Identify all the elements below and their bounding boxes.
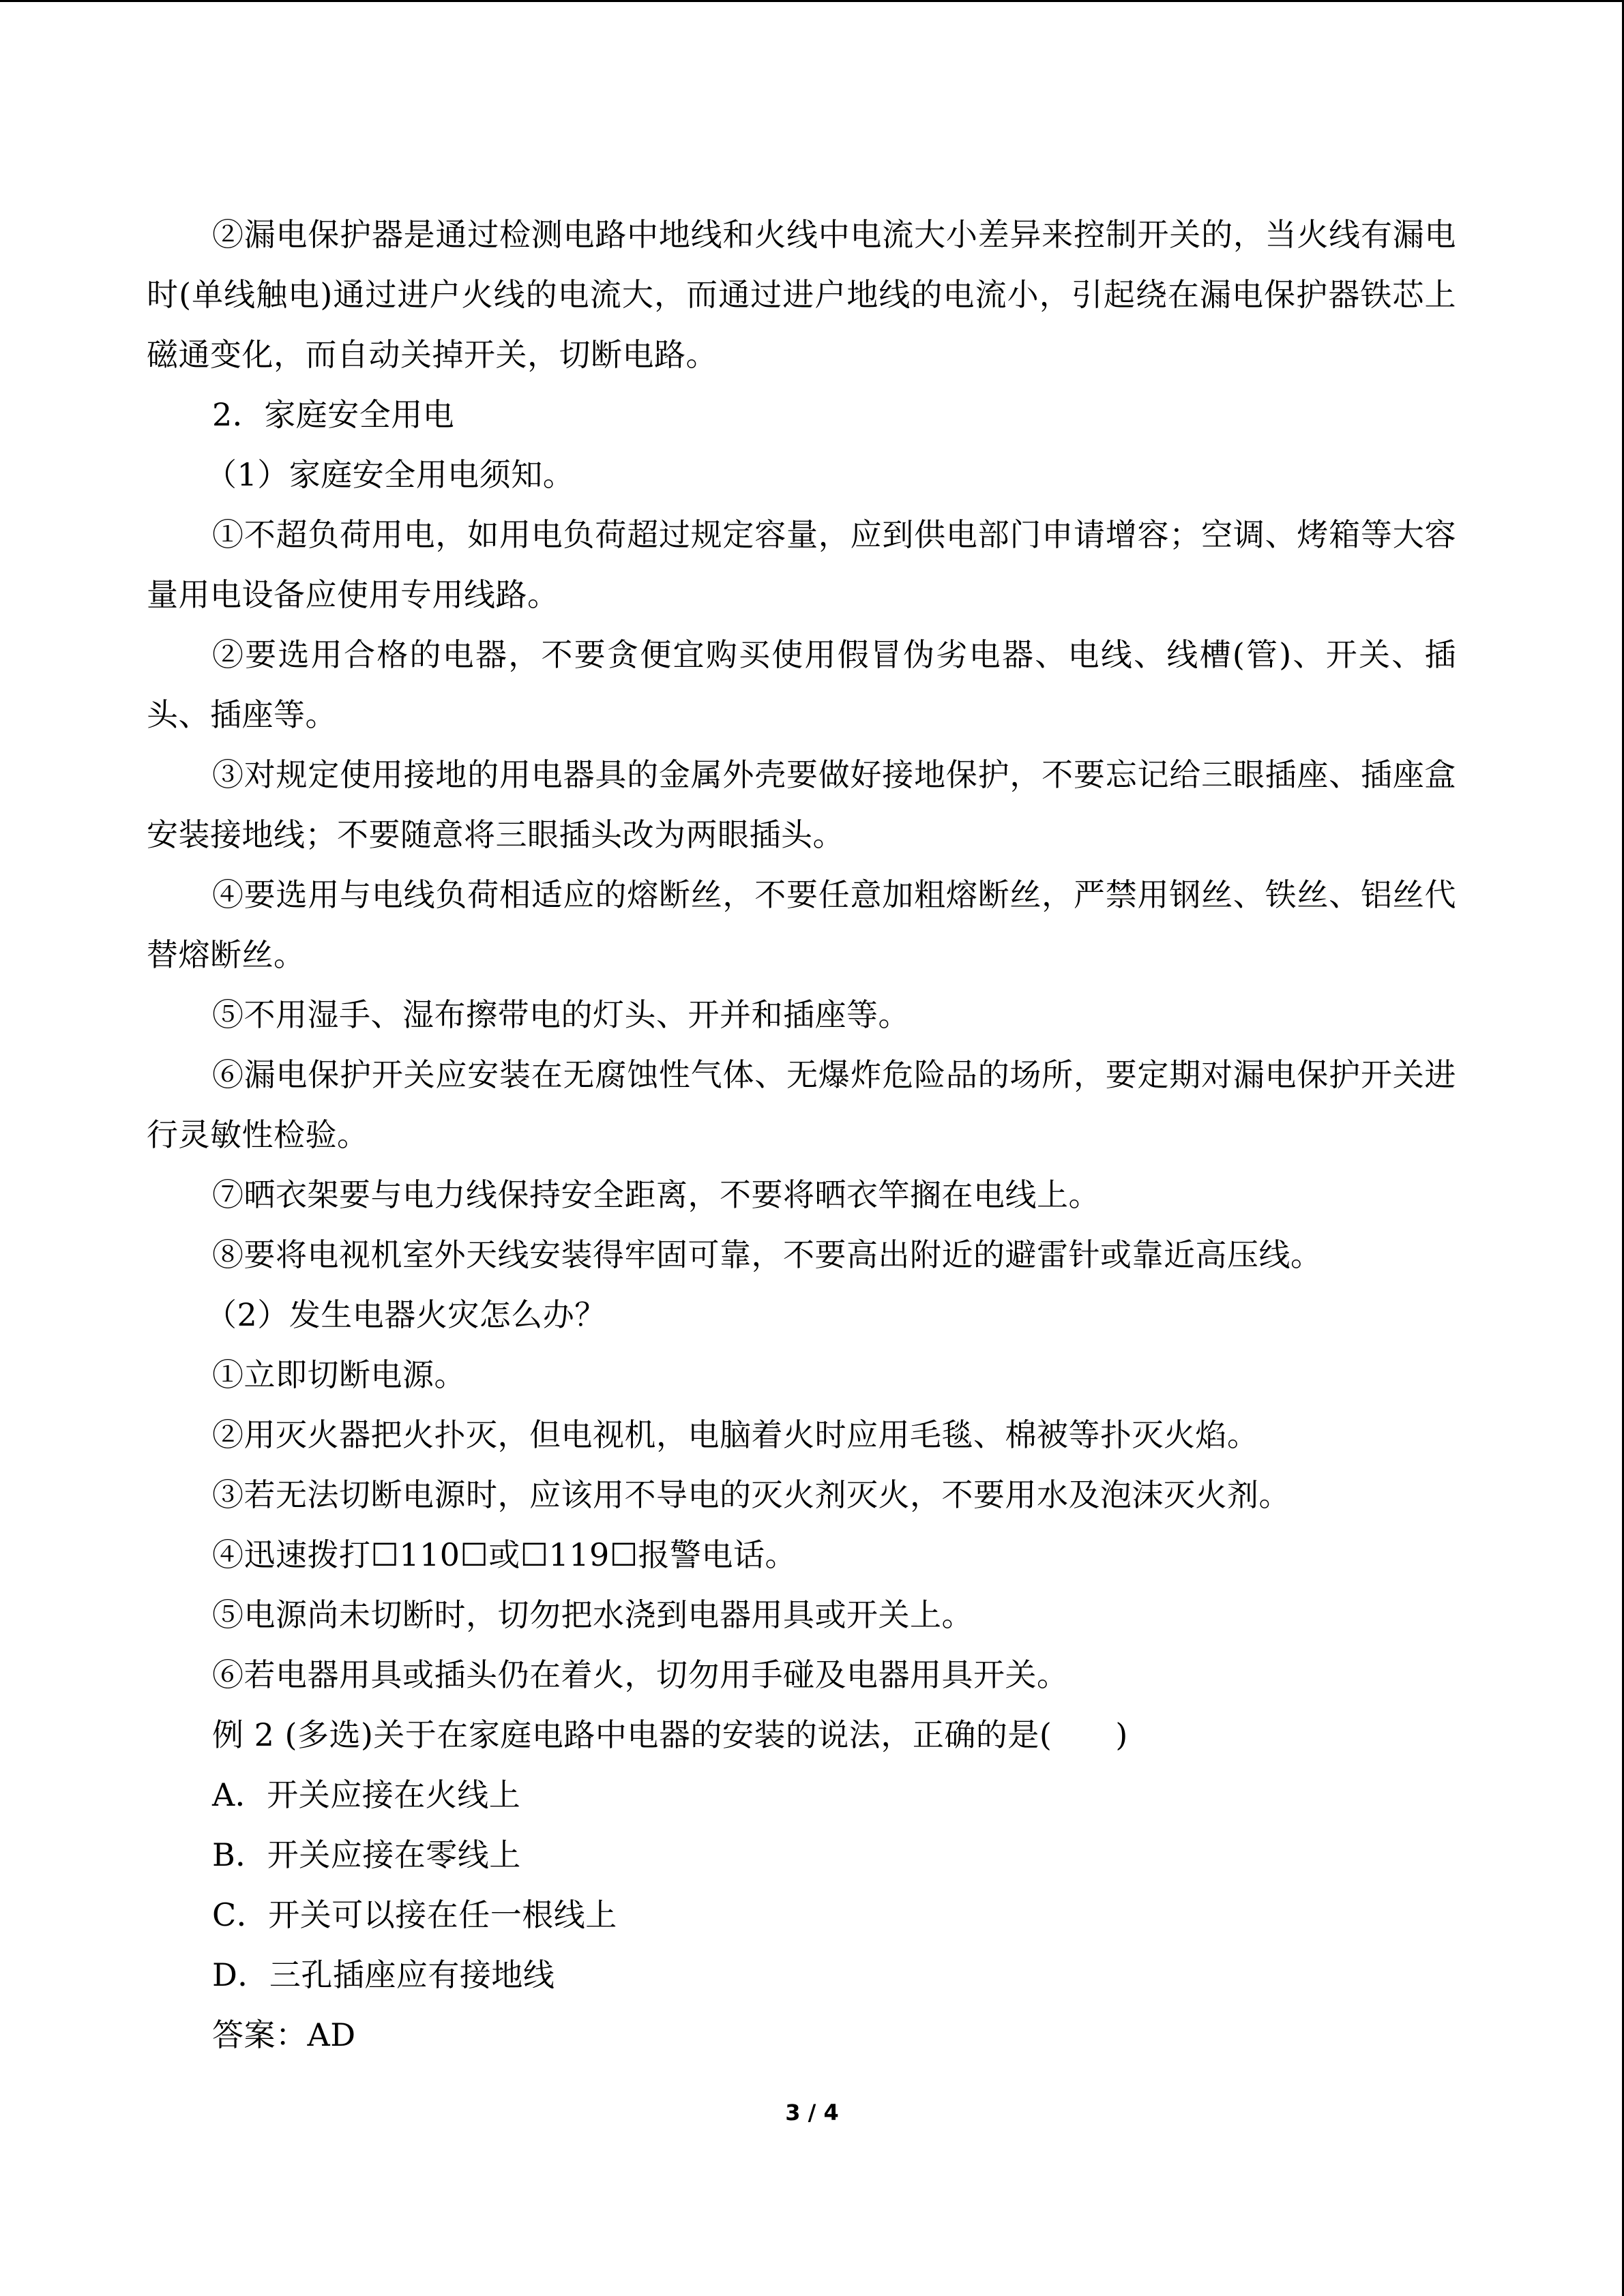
list-item-fire-5: ⑤电源尚未切断时，切勿把水浇到电器用具或开关上。 (212, 1596, 973, 1633)
example-question: 例 2 (多选)关于在家庭电路中电器的安装的说法，正确的是( ) (212, 1716, 1128, 1753)
list-item-notice-8: ⑧要将电视机室外天线安装得牢固可靠，不要高出附近的避雷针或靠近高压线。 (212, 1236, 1323, 1273)
answer: 答案：AD (212, 2016, 356, 2053)
list-item-notice-4: ④要选用与电线负荷相适应的熔断丝，不要任意加粗熔断丝，严禁用钢丝、铁丝、铝丝代替熔断丝。 (147, 876, 1456, 973)
section-heading-home-safety: 2．家庭安全用电 (212, 396, 455, 433)
list-item-fire-6: ⑥若电器用具或插头仍在着火，切勿用手碰及电器用具开关。 (212, 1656, 1069, 1693)
subheading-safety-notice: （1）家庭安全用电须知。 (205, 456, 575, 493)
list-item-fire-4: ④迅速拨打☐110☐或☐119☐报警电话。 (212, 1536, 797, 1573)
subheading-electrical-fire: （2）发生电器火灾怎么办？ (205, 1296, 606, 1333)
page-border-top (0, 0, 1624, 2)
list-item-notice-3: ③对规定使用接地的用电器具的金属外壳要做好接地保护，不要忘记给三眼插座、插座盒安装接地线；不要随意将三眼插头改为两眼插头。 (147, 756, 1456, 853)
list-item-notice-1: ①不超负荷用电，如用电负荷超过规定容量，应到供电部门申请增容；空调、烤箱等大容量用电设备应使用专用线路。 (147, 516, 1456, 613)
paragraph-leakage-protector: ②漏电保护器是通过检测电路中地线和火线中电流大小差异来控制开关的，当火线有漏电时(单线触电)通过进户火线的电流大，而通过进户地线的电流小，引起绕在漏电保护器铁芯上磁通变化，而自动关掉开关，切断电路。 (147, 216, 1456, 373)
list-item-fire-1: ①立即切断电源。 (212, 1356, 466, 1393)
page-number: 3 / 4 (785, 2100, 839, 2126)
option-a: A．开关应接在火线上 (212, 1776, 521, 1813)
document-body (147, 205, 1456, 2065)
list-item-fire-3: ③若无法切断电源时，应该用不导电的灭火剂灭火，不要用水及泡沫灭火剂。 (212, 1476, 1290, 1513)
option-c: C．开关可以接在任一根线上 (212, 1896, 617, 1933)
list-item-notice-5: ⑤不用湿手、湿布擦带电的灯头、开并和插座等。 (212, 996, 910, 1033)
option-d: D．三孔插座应有接地线 (212, 1956, 555, 1993)
list-item-notice-7: ⑦晒衣架要与电力线保持安全距离，不要将晒衣竿搁在电线上。 (212, 1176, 1100, 1213)
list-item-notice-6: ⑥漏电保护开关应安装在无腐蚀性气体、无爆炸危险品的场所，要定期对漏电保护开关进行灵敏性检验。 (147, 1056, 1456, 1153)
option-b: B．开关应接在零线上 (212, 1836, 521, 1873)
list-item-notice-2: ②要选用合格的电器，不要贪便宜购买使用假冒伪劣电器、电线、线槽(管)、开关、插头、插座等。 (147, 636, 1456, 733)
list-item-fire-2: ②用灭火器把火扑灭，但电视机，电脑着火时应用毛毯、棉被等扑灭火焰。 (212, 1416, 1259, 1453)
